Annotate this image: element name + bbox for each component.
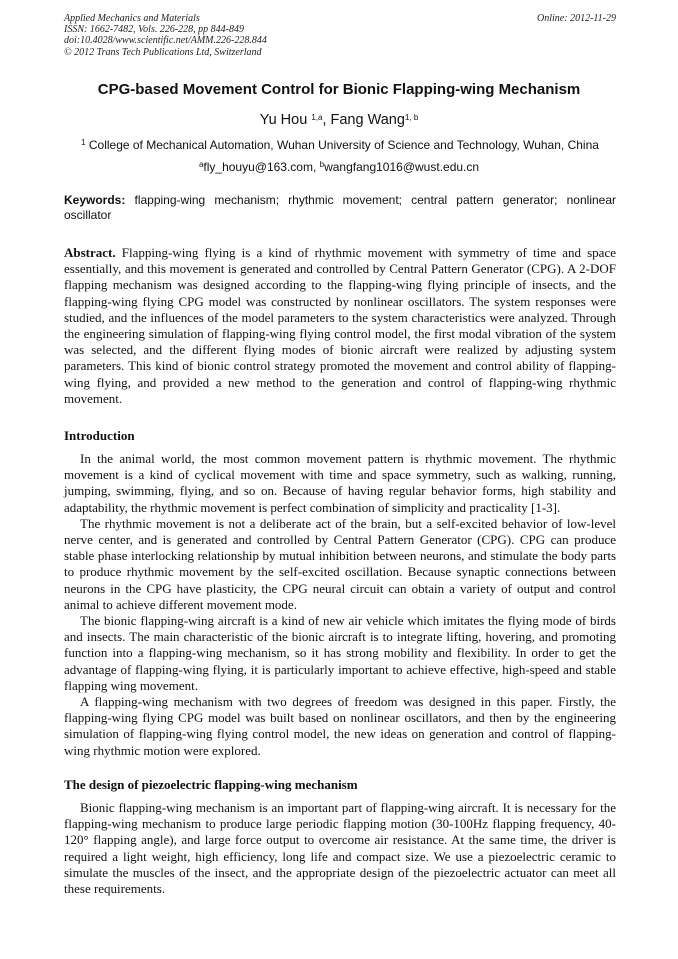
author-separator: , [322, 112, 331, 128]
abstract-label: Abstract. [64, 245, 116, 260]
email-a-mark: a [198, 160, 204, 169]
email-b: wangfang1016@wust.edu.cn [324, 160, 480, 174]
affiliation-mark: 1 [81, 138, 86, 147]
journal-name: Applied Mechanics and Materials [64, 13, 200, 24]
keywords-label: Keywords: [64, 193, 126, 207]
copyright-line: © 2012 Trans Tech Publications Ltd, Switzerland [64, 46, 262, 58]
author-line [0, 112, 678, 128]
abstract-text: Flapping-wing flying is a kind of rhythmic movement with symmetry of time and space essentially, and this movement is generated and controlled by Central Pattern Generator (CPG). A 2-DOF flapping mechanism was designed according to the flapping-wing flying principle of insects, and the flapping-wing flying CPG model was constructed by nonlinear oscillators. The system responses were studied, and the influences of the model parameters to the system characteristics were analyzed. Through the engineering simulation of flapping-wing flying control model, the first modal vibration of the system was selected, and the different flying modes of bionic aircraft were realized by adjusting system parameters. This kind of bionic control strategy promoted the movement and control ability of flapping-wing flying, and provided a new method to the generation and control of flapping-wing rhythmic movement. [64, 245, 616, 406]
paragraph: The bionic flapping-wing aircraft is a kind of new air vehicle which imitates the flying mode of birds and insects. The main characteristic of the bionic aircraft is to integrate lifting, hovering, and promoting function into a flapping-wing mechanism, so it has strong mobility and flexibility. In order to get the advantage of flapping-wing flying, it is particularly important to achieve effective, high-speed and stable flapping wing movement. [64, 613, 616, 693]
design-body [64, 800, 616, 897]
paragraph: In the animal world, the most common movement pattern is rhythmic movement. The rhythmic movement is a kind of cyclical movement with time and space symmetry, such as walking, running, jumping, swimming, flying, and so on. Because of having regular behavior forms, high stability and adaptability, the rhythmic movement is perfect combination of simplicity and practicality [1-3]. [64, 451, 616, 515]
journal-header [64, 13, 616, 58]
doi-line: doi:10.4028/www.scientific.net/AMM.226-228.844 [64, 35, 267, 47]
paragraph: A flapping-wing mechanism with two degrees of freedom was designed in this paper. Firstly, the flapping-wing flying CPG model was built based on nonlinear oscillators, and then by the engineering simulation of flapping-wing flying control model, the new ideas on generation and control of flapping-wing rhythmic motion were explored. [64, 694, 616, 758]
affiliation [64, 138, 616, 152]
abstract [64, 245, 616, 407]
email-b-mark: b [319, 160, 325, 169]
author-1-name: Yu Hou [259, 112, 308, 128]
author-2-affiliation-mark: 1, b [404, 113, 419, 122]
affiliation-text: College of Mechanical Automation, Wuhan University of Science and Technology, Wuhan, China [85, 138, 599, 152]
introduction-heading: Introduction [64, 428, 135, 443]
author-1-affiliation-mark: 1,a [311, 113, 323, 122]
paper-title: CPG-based Movement Control for Bionic Flapping-wing Mechanism [97, 81, 581, 98]
email-a: fly_houyu@163.com, [203, 160, 320, 174]
keywords [64, 193, 616, 222]
design-heading: The design of piezoelectric flapping-wing mechanism [64, 777, 358, 792]
online-date: Online: 2012-11-29 [537, 13, 616, 24]
paragraph: The rhythmic movement is not a deliberate act of the brain, but a self-excited behavior of low-level nerve center, and is generated and controlled by Central Pattern Generator (CPG). CPG can produce stable phase interlocking relationship by mutual inhibition between neurons, and stimulate the body parts to produce rhythmic movement by the self-excited oscillation. Because synaptic connections between neurons in the CPG have plasticity, the CPG neural circuit can obtain a variety of output and control animal to achieve different movement mode. [64, 515, 616, 612]
keywords-text: flapping-wing mechanism; rhythmic movement; central pattern generator; nonlinear oscillator [64, 193, 616, 222]
email-line [0, 160, 678, 174]
author-2-name: Fang Wang [330, 112, 405, 128]
paragraph: Bionic flapping-wing mechanism is an important part of flapping-wing aircraft. It is necessary for the flapping-wing mechanism to produce large periodic flapping motion (30-100Hz flapping frequency, 40-120° flapping angle), and large force output to overcome air resistance. At the same time, the driver is required a light weight, high efficiency, long life and compact size. We use a piezoelectric ceramic to simulate the muscles of the insect, and the appropriate design of the piezoelectric actuator can meet all these requirements. [64, 800, 616, 897]
issn-line: ISSN: 1662-7482, Vols. 226-228, pp 844-849 [64, 24, 244, 36]
introduction-body [64, 451, 616, 759]
